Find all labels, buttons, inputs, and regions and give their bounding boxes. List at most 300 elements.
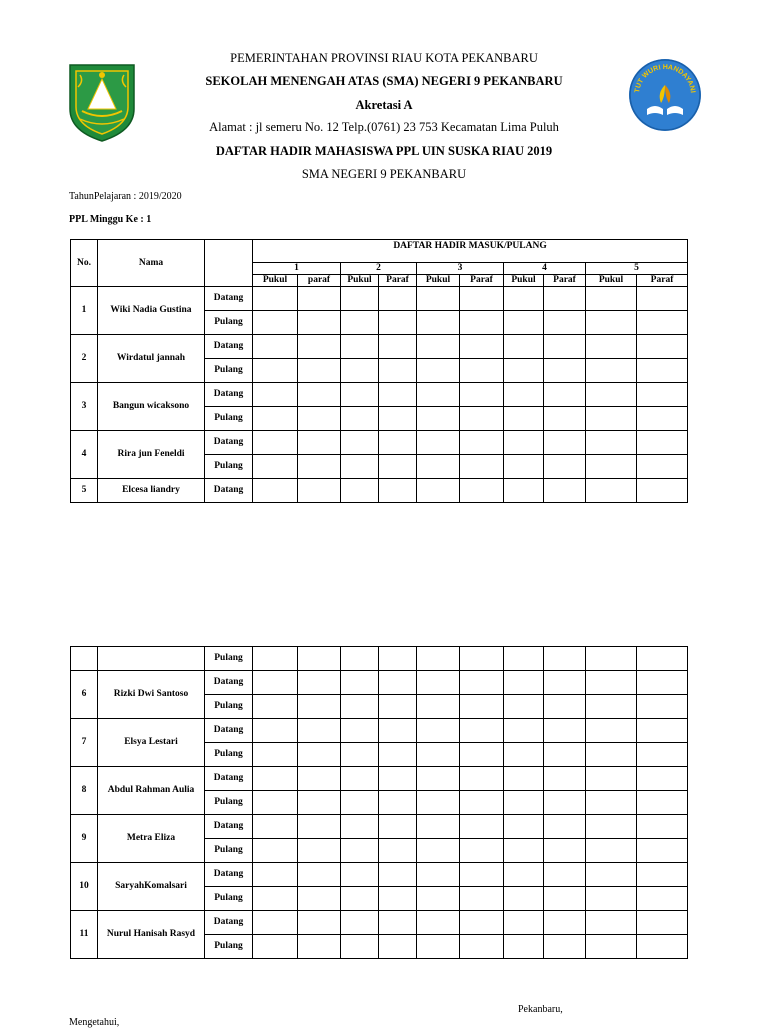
attendance-cell[interactable] xyxy=(298,695,341,719)
attendance-cell[interactable] xyxy=(341,359,379,383)
attendance-cell[interactable] xyxy=(298,887,341,911)
attendance-cell[interactable] xyxy=(253,431,298,455)
attendance-cell[interactable] xyxy=(298,935,341,959)
attendance-cell[interactable] xyxy=(544,863,586,887)
attendance-cell[interactable] xyxy=(460,935,504,959)
attendance-cell[interactable] xyxy=(417,863,460,887)
attendance-cell[interactable] xyxy=(298,479,341,503)
attendance-cell[interactable] xyxy=(586,359,637,383)
attendance-cell[interactable] xyxy=(544,695,586,719)
attendance-cell[interactable] xyxy=(253,335,298,359)
arrival-label: Datang xyxy=(205,815,253,839)
attendance-cell[interactable] xyxy=(637,311,688,335)
day-header: 1 xyxy=(253,263,341,275)
attendance-cell[interactable] xyxy=(460,671,504,695)
student-name: Rira jun Feneldi xyxy=(98,431,205,479)
attendance-cell[interactable] xyxy=(379,887,417,911)
attendance-cell[interactable] xyxy=(253,287,298,311)
attendance-cell[interactable] xyxy=(341,479,379,503)
attendance-cell[interactable] xyxy=(298,767,341,791)
attendance-cell[interactable] xyxy=(417,359,460,383)
attendance-cell[interactable] xyxy=(504,719,544,743)
attendance-cell[interactable] xyxy=(379,479,417,503)
attendance-cell[interactable] xyxy=(253,695,298,719)
table-row xyxy=(71,335,688,359)
attendance-cell[interactable] xyxy=(417,479,460,503)
attendance-cell[interactable] xyxy=(379,863,417,887)
attendance-cell[interactable] xyxy=(253,911,298,935)
attendance-cell[interactable] xyxy=(298,407,341,431)
attendance-cell[interactable] xyxy=(586,431,637,455)
attendance-cell[interactable] xyxy=(460,743,504,767)
attendance-cell[interactable] xyxy=(417,311,460,335)
attendance-cell[interactable] xyxy=(544,791,586,815)
attendance-cell[interactable] xyxy=(637,479,688,503)
document-title: DAFTAR HADIR MAHASISWA PPL UIN SUSKA RIAU 2019 xyxy=(215,144,553,158)
attendance-cell[interactable] xyxy=(637,407,688,431)
attendance-cell[interactable] xyxy=(544,887,586,911)
student-name: Bangun wicaksono xyxy=(98,383,205,431)
arrival-label: Datang xyxy=(205,719,253,743)
attendance-cell[interactable] xyxy=(637,791,688,815)
attendance-cell[interactable] xyxy=(460,815,504,839)
departure-label: Pulang xyxy=(205,647,253,671)
attendance-cell[interactable] xyxy=(637,431,688,455)
attendance-cell[interactable] xyxy=(341,431,379,455)
attendance-cell[interactable] xyxy=(637,719,688,743)
attendance-cell[interactable] xyxy=(341,791,379,815)
attendance-cell[interactable] xyxy=(379,647,417,671)
student-name xyxy=(98,647,205,671)
student-name: Wirdatul jannah xyxy=(98,335,205,383)
attendance-cell[interactable] xyxy=(298,287,341,311)
attendance-cell[interactable] xyxy=(417,719,460,743)
student-name: Wiki Nadia Gustina xyxy=(98,287,205,335)
attendance-cell[interactable] xyxy=(379,407,417,431)
attendance-cell[interactable] xyxy=(637,887,688,911)
attendance-cell[interactable] xyxy=(504,287,544,311)
student-name: Abdul Rahman Aulia xyxy=(98,767,205,815)
attendance-cell[interactable] xyxy=(460,767,504,791)
student-name: SaryahKomalsari xyxy=(98,863,205,911)
attendance-cell[interactable] xyxy=(298,455,341,479)
attendance-cell[interactable] xyxy=(586,671,637,695)
attendance-cell[interactable] xyxy=(544,935,586,959)
attendance-cell[interactable] xyxy=(460,863,504,887)
attendance-cell[interactable] xyxy=(253,455,298,479)
attendance-table-page2 xyxy=(70,646,688,959)
student-no: 9 xyxy=(71,815,98,863)
attendance-cell[interactable] xyxy=(544,455,586,479)
departure-label: Pulang xyxy=(205,695,253,719)
attendance-cell[interactable] xyxy=(417,407,460,431)
day-header: 4 xyxy=(504,263,586,275)
attendance-cell[interactable] xyxy=(298,743,341,767)
student-no: 3 xyxy=(71,383,98,431)
subcol-header: Pukul xyxy=(253,275,298,287)
student-no: 5 xyxy=(71,479,98,503)
attendance-cell[interactable] xyxy=(379,671,417,695)
attendance-cell[interactable] xyxy=(379,359,417,383)
attendance-cell[interactable] xyxy=(417,455,460,479)
attendance-cell[interactable] xyxy=(460,407,504,431)
attendance-cell[interactable] xyxy=(253,719,298,743)
attendance-cell[interactable] xyxy=(586,935,637,959)
student-name: Elsya Lestari xyxy=(98,719,205,767)
student-name: Elcesa liandry xyxy=(98,479,205,503)
attendance-cell[interactable] xyxy=(253,839,298,863)
subcol-header: Pukul xyxy=(586,275,637,287)
attendance-cell[interactable] xyxy=(637,671,688,695)
table-row xyxy=(71,911,688,935)
arrival-label: Datang xyxy=(205,863,253,887)
student-no: 7 xyxy=(71,719,98,767)
attendance-cell[interactable] xyxy=(504,671,544,695)
attendance-cell[interactable] xyxy=(298,863,341,887)
attendance-cell[interactable] xyxy=(417,935,460,959)
student-no: 8 xyxy=(71,767,98,815)
attendance-cell[interactable] xyxy=(460,839,504,863)
departure-label: Pulang xyxy=(205,359,253,383)
attendance-cell[interactable] xyxy=(298,647,341,671)
attendance-cell[interactable] xyxy=(417,839,460,863)
attendance-cell[interactable] xyxy=(504,863,544,887)
attendance-cell[interactable] xyxy=(253,479,298,503)
arrival-label: Datang xyxy=(205,479,253,503)
attendance-cell[interactable] xyxy=(460,479,504,503)
attendance-cell[interactable] xyxy=(586,767,637,791)
attendance-cell[interactable] xyxy=(417,767,460,791)
attendance-cell[interactable] xyxy=(586,695,637,719)
attendance-cell[interactable] xyxy=(504,695,544,719)
departure-label: Pulang xyxy=(205,743,253,767)
header-address: Alamat : jl semeru No. 12 Telp.(0761) 23 753 Kecamatan Lima Puluh xyxy=(209,120,559,134)
attendance-cell[interactable] xyxy=(341,695,379,719)
attendance-cell[interactable] xyxy=(460,287,504,311)
attendance-cell[interactable] xyxy=(298,911,341,935)
departure-label: Pulang xyxy=(205,455,253,479)
attendance-cell[interactable] xyxy=(586,815,637,839)
attendance-cell[interactable] xyxy=(379,383,417,407)
attendance-cell[interactable] xyxy=(586,383,637,407)
student-no: 10 xyxy=(71,863,98,911)
attendance-cell[interactable] xyxy=(253,671,298,695)
attendance-cell[interactable] xyxy=(586,647,637,671)
attendance-cell[interactable] xyxy=(341,935,379,959)
table-row xyxy=(71,767,688,791)
attendance-cell[interactable] xyxy=(341,719,379,743)
attendance-cell[interactable] xyxy=(417,815,460,839)
attendance-cell[interactable] xyxy=(460,695,504,719)
arrival-label: Datang xyxy=(205,671,253,695)
attendance-cell[interactable] xyxy=(637,359,688,383)
table-row xyxy=(71,287,688,311)
col-header-name: Nama xyxy=(98,240,205,287)
arrival-label: Datang xyxy=(205,335,253,359)
attendance-cell[interactable] xyxy=(417,887,460,911)
attendance-cell[interactable] xyxy=(298,791,341,815)
subcol-header: Paraf xyxy=(544,275,586,287)
attendance-cell[interactable] xyxy=(341,839,379,863)
attendance-cell[interactable] xyxy=(544,383,586,407)
attendance-cell[interactable] xyxy=(586,863,637,887)
attendance-cell[interactable] xyxy=(417,671,460,695)
day-header: 5 xyxy=(586,263,688,275)
attendance-cell[interactable] xyxy=(341,671,379,695)
attendance-cell[interactable] xyxy=(544,767,586,791)
attendance-cell[interactable] xyxy=(504,431,544,455)
attendance-cell[interactable] xyxy=(417,911,460,935)
table-row xyxy=(71,719,688,743)
attendance-cell[interactable] xyxy=(637,863,688,887)
attendance-table-page1 xyxy=(70,239,688,503)
attendance-cell[interactable] xyxy=(586,455,637,479)
student-no: 1 xyxy=(71,287,98,335)
attendance-cell[interactable] xyxy=(379,335,417,359)
attendance-cell[interactable] xyxy=(253,647,298,671)
attendance-cell[interactable] xyxy=(504,455,544,479)
attendance-cell[interactable] xyxy=(253,383,298,407)
attendance-cell[interactable] xyxy=(379,287,417,311)
attendance-cell[interactable] xyxy=(379,839,417,863)
attendance-cell[interactable] xyxy=(637,383,688,407)
attendance-cell[interactable] xyxy=(544,359,586,383)
attendance-cell[interactable] xyxy=(379,743,417,767)
attendance-cell[interactable] xyxy=(460,647,504,671)
attendance-cell[interactable] xyxy=(253,935,298,959)
arrival-label: Datang xyxy=(205,911,253,935)
attendance-cell[interactable] xyxy=(379,719,417,743)
attendance-cell[interactable] xyxy=(341,407,379,431)
attendance-cell[interactable] xyxy=(379,935,417,959)
attendance-cell[interactable] xyxy=(504,911,544,935)
attendance-cell[interactable] xyxy=(637,287,688,311)
attendance-cell[interactable] xyxy=(544,407,586,431)
attendance-cell[interactable] xyxy=(460,359,504,383)
col-header-type xyxy=(205,240,253,287)
col-header-group-title: DAFTAR HADIR MASUK/PULANG xyxy=(253,240,688,263)
attendance-cell[interactable] xyxy=(637,911,688,935)
attendance-cell[interactable] xyxy=(253,359,298,383)
attendance-cell[interactable] xyxy=(544,647,586,671)
attendance-cell[interactable] xyxy=(298,719,341,743)
attendance-cell[interactable] xyxy=(341,815,379,839)
attendance-cell[interactable] xyxy=(637,767,688,791)
footer-acknowledgement: Mengetahui, xyxy=(69,1017,120,1028)
attendance-cell[interactable] xyxy=(637,935,688,959)
departure-label: Pulang xyxy=(205,791,253,815)
attendance-cell[interactable] xyxy=(637,815,688,839)
col-header-no: No. xyxy=(71,240,98,287)
attendance-cell[interactable] xyxy=(417,743,460,767)
attendance-cell[interactable] xyxy=(253,311,298,335)
attendance-cell[interactable] xyxy=(544,743,586,767)
student-no: 2 xyxy=(71,335,98,383)
attendance-cell[interactable] xyxy=(586,479,637,503)
attendance-cell[interactable] xyxy=(417,383,460,407)
attendance-cell[interactable] xyxy=(341,335,379,359)
attendance-cell[interactable] xyxy=(341,647,379,671)
attendance-cell[interactable] xyxy=(504,839,544,863)
attendance-cell[interactable] xyxy=(379,695,417,719)
attendance-cell[interactable] xyxy=(298,815,341,839)
student-no xyxy=(71,647,98,671)
attendance-cell[interactable] xyxy=(417,791,460,815)
attendance-cell[interactable] xyxy=(379,311,417,335)
attendance-cell[interactable] xyxy=(544,839,586,863)
subcol-header: Pukul xyxy=(341,275,379,287)
attendance-cell[interactable] xyxy=(341,887,379,911)
attendance-cell[interactable] xyxy=(341,455,379,479)
subcol-header: Pukul xyxy=(504,275,544,287)
attendance-cell[interactable] xyxy=(460,431,504,455)
attendance-cell[interactable] xyxy=(341,311,379,335)
academic-year: TahunPelajaran : 2019/2020 xyxy=(69,191,182,202)
attendance-cell[interactable] xyxy=(586,287,637,311)
attendance-cell[interactable] xyxy=(586,887,637,911)
attendance-cell[interactable] xyxy=(637,647,688,671)
subcol-header: paraf xyxy=(298,275,341,287)
attendance-cell[interactable] xyxy=(253,815,298,839)
attendance-cell[interactable] xyxy=(417,335,460,359)
attendance-cell[interactable] xyxy=(544,815,586,839)
attendance-cell[interactable] xyxy=(586,311,637,335)
header-school-name: SEKOLAH MENENGAH ATAS (SMA) NEGERI 9 PEKANBARU xyxy=(205,74,563,88)
arrival-label: Datang xyxy=(205,383,253,407)
day-header: 2 xyxy=(341,263,417,275)
attendance-cell[interactable] xyxy=(341,911,379,935)
attendance-cell[interactable] xyxy=(504,887,544,911)
student-no: 6 xyxy=(71,671,98,719)
ppl-week: PPL Minggu Ke : 1 xyxy=(69,214,152,225)
attendance-cell[interactable] xyxy=(504,935,544,959)
attendance-cell[interactable] xyxy=(298,335,341,359)
attendance-cell[interactable] xyxy=(637,743,688,767)
attendance-cell[interactable] xyxy=(504,383,544,407)
table-row xyxy=(71,647,688,671)
attendance-cell[interactable] xyxy=(379,455,417,479)
header-accreditation: Akretasi A xyxy=(355,98,413,112)
attendance-cell[interactable] xyxy=(504,791,544,815)
attendance-cell[interactable] xyxy=(544,479,586,503)
attendance-cell[interactable] xyxy=(253,743,298,767)
attendance-cell[interactable] xyxy=(379,911,417,935)
table-row xyxy=(71,815,688,839)
footer-place: Pekanbaru, xyxy=(518,1004,563,1015)
attendance-cell[interactable] xyxy=(586,911,637,935)
attendance-cell[interactable] xyxy=(417,431,460,455)
departure-label: Pulang xyxy=(205,839,253,863)
attendance-cell[interactable] xyxy=(253,863,298,887)
attendance-cell[interactable] xyxy=(637,695,688,719)
attendance-cell[interactable] xyxy=(417,695,460,719)
table-row xyxy=(71,431,688,455)
student-no: 11 xyxy=(71,911,98,959)
subcol-header: Paraf xyxy=(637,275,688,287)
attendance-cell[interactable] xyxy=(504,407,544,431)
attendance-cell[interactable] xyxy=(504,767,544,791)
attendance-cell[interactable] xyxy=(379,767,417,791)
attendance-cell[interactable] xyxy=(504,743,544,767)
attendance-cell[interactable] xyxy=(341,767,379,791)
attendance-cell[interactable] xyxy=(253,407,298,431)
table-row xyxy=(71,479,688,503)
attendance-cell[interactable] xyxy=(460,911,504,935)
attendance-cell[interactable] xyxy=(586,743,637,767)
attendance-cell[interactable] xyxy=(460,887,504,911)
attendance-cell[interactable] xyxy=(417,647,460,671)
attendance-cell[interactable] xyxy=(341,383,379,407)
attendance-cell[interactable] xyxy=(460,383,504,407)
emblem-motto: TUT WURI HANDAYANI xyxy=(634,63,696,94)
attendance-cell[interactable] xyxy=(586,791,637,815)
attendance-cell[interactable] xyxy=(586,335,637,359)
attendance-cell[interactable] xyxy=(504,815,544,839)
subcol-header: Paraf xyxy=(460,275,504,287)
attendance-cell[interactable] xyxy=(298,671,341,695)
attendance-cell[interactable] xyxy=(637,839,688,863)
attendance-cell[interactable] xyxy=(460,719,504,743)
attendance-cell[interactable] xyxy=(544,911,586,935)
table-row xyxy=(71,863,688,887)
arrival-label: Datang xyxy=(205,767,253,791)
attendance-cell[interactable] xyxy=(544,287,586,311)
attendance-cell[interactable] xyxy=(544,311,586,335)
attendance-cell[interactable] xyxy=(544,671,586,695)
attendance-cell[interactable] xyxy=(504,311,544,335)
departure-label: Pulang xyxy=(205,407,253,431)
attendance-cell[interactable] xyxy=(460,311,504,335)
attendance-cell[interactable] xyxy=(298,311,341,335)
attendance-cell[interactable] xyxy=(298,839,341,863)
attendance-cell[interactable] xyxy=(637,455,688,479)
attendance-cell[interactable] xyxy=(460,791,504,815)
subcol-header: Pukul xyxy=(417,275,460,287)
student-name: Nurul Hanisah Rasyd xyxy=(98,911,205,959)
attendance-cell[interactable] xyxy=(341,863,379,887)
attendance-cell[interactable] xyxy=(417,287,460,311)
table-row xyxy=(71,383,688,407)
attendance-cell[interactable] xyxy=(586,719,637,743)
attendance-cell[interactable] xyxy=(544,719,586,743)
attendance-cell[interactable] xyxy=(253,791,298,815)
attendance-cell[interactable] xyxy=(504,647,544,671)
attendance-cell[interactable] xyxy=(460,335,504,359)
attendance-cell[interactable] xyxy=(379,791,417,815)
attendance-cell[interactable] xyxy=(544,335,586,359)
attendance-cell[interactable] xyxy=(253,767,298,791)
attendance-cell[interactable] xyxy=(504,479,544,503)
attendance-cell[interactable] xyxy=(586,839,637,863)
attendance-cell[interactable] xyxy=(504,359,544,383)
attendance-cell[interactable] xyxy=(298,359,341,383)
attendance-cell[interactable] xyxy=(298,431,341,455)
attendance-cell[interactable] xyxy=(637,335,688,359)
attendance-cell[interactable] xyxy=(379,815,417,839)
attendance-cell[interactable] xyxy=(341,743,379,767)
attendance-cell[interactable] xyxy=(379,431,417,455)
attendance-cell[interactable] xyxy=(586,407,637,431)
attendance-cell[interactable] xyxy=(544,431,586,455)
attendance-cell[interactable] xyxy=(253,887,298,911)
subcol-header: Paraf xyxy=(379,275,417,287)
table-row xyxy=(71,671,688,695)
attendance-cell[interactable] xyxy=(341,287,379,311)
day-header: 3 xyxy=(417,263,504,275)
attendance-cell[interactable] xyxy=(298,383,341,407)
attendance-cell[interactable] xyxy=(460,455,504,479)
attendance-cell[interactable] xyxy=(504,335,544,359)
